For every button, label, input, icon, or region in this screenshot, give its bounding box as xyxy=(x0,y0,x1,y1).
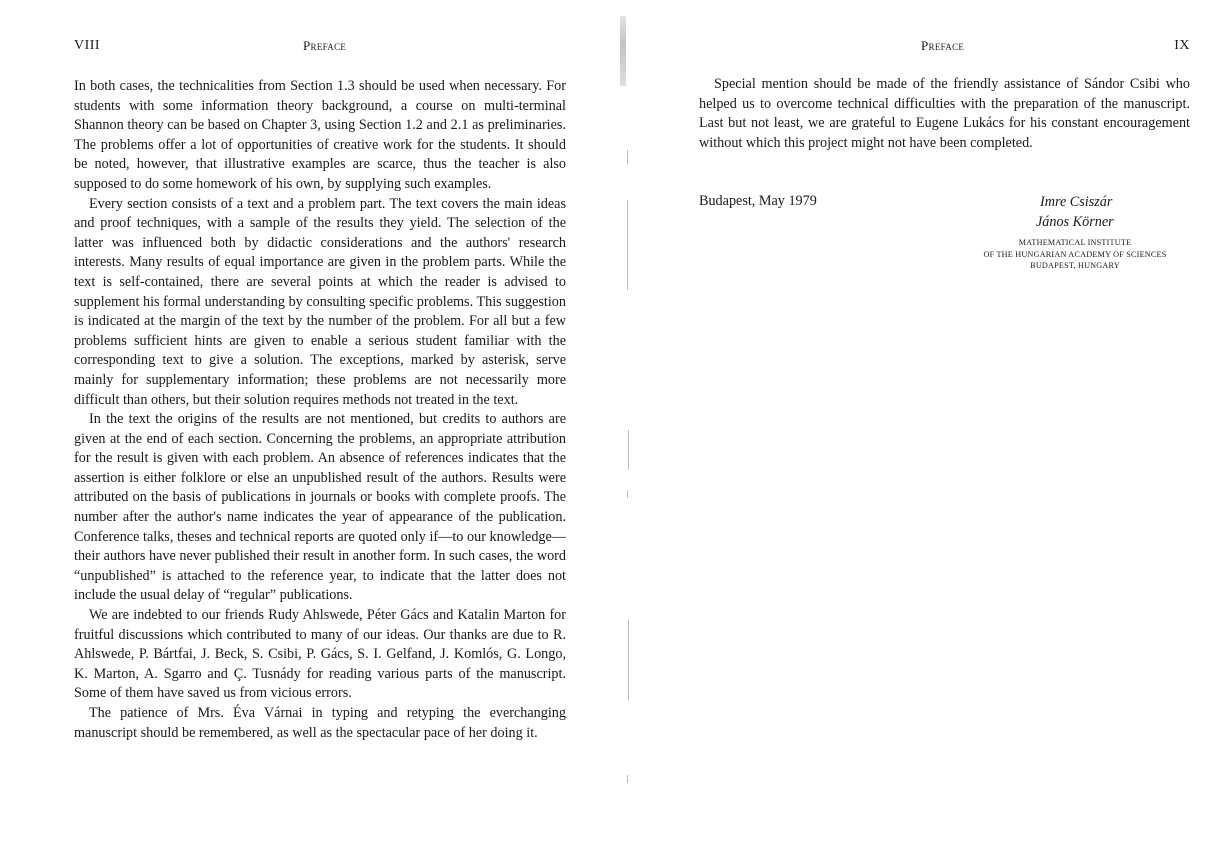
gutter-mark xyxy=(627,200,628,290)
gutter-mark xyxy=(627,490,628,498)
affiliation-line: OF THE HUNGARIAN ACADEMY OF SCIENCES xyxy=(983,249,1167,259)
affiliation xyxy=(960,237,1190,272)
acknowledgement-paragraph: Special mention should be made of the friendly assistance of Sándor Csibi who helped us to overcome technical difficulties with the preparation of the manuscript. Last but not least, we are grateful to Eugene Lukács for his constant encouragement without which this project might not have been completed. xyxy=(699,76,1190,151)
paragraph-1: In both cases, the technicalities from Section 1.3 should be used when necessary. For students with some information theory background, a course on multi-terminal Shannon theory can be based on Chapter 3, using Section 1.2 and 2.1 as preliminaries. The problems offer a lot of opportunities of creative work for the students. It should be noted, however, that illustrative examples are scarce, thus the teacher is also supposed to do some homework of his own, by supplying such examples. xyxy=(74,78,566,192)
place-date: Budapest, May 1979 xyxy=(699,193,817,209)
book-gutter xyxy=(612,0,642,867)
gutter-mark xyxy=(627,775,628,783)
left-body-text xyxy=(74,77,566,743)
gutter-mark xyxy=(628,620,629,700)
left-running-head xyxy=(74,38,566,56)
right-page xyxy=(699,0,1190,867)
affiliation-line: MATHEMATICAL INSTITUTE xyxy=(1018,238,1132,247)
paragraph-3: In the text the origins of the results are not mentioned, but credits to authors are given at the end of each section. Concerning the problems, an appropriate attribution for the result is given with each problem. An absence of references indicates that the assertion is either folklore or else an unpublished result of the authors. Results were attributed on the basis of publications in journals or books with complete proofs. The number after the author's name indicates the year of appearance of the publication. Conference talks, theses and technical reports are quoted only if—to our knowledge—their authors have never published their result in another form. In such cases, the word “unpublished” is attached to the reference year, to indicate that the latter does not include the usual delay of “regular” publications. xyxy=(74,411,566,604)
page-number-left: VIII xyxy=(74,38,101,53)
author-name: János Körner xyxy=(1036,214,1114,230)
page-number-right: IX xyxy=(1174,38,1190,53)
right-running-head xyxy=(699,38,1190,56)
paragraph-5: The patience of Mrs. Éva Várnai in typing and retyping the everchanging manuscript should be remembered, as well as the spectacular pace of her doing it. xyxy=(74,705,566,741)
running-head-title-left: Preface xyxy=(303,38,347,53)
gutter-shadow xyxy=(620,16,626,86)
signature-block xyxy=(699,193,1190,283)
gutter-mark xyxy=(628,430,629,470)
gutter-mark xyxy=(627,150,628,164)
affiliation-line: BUDAPEST, HUNGARY xyxy=(1030,261,1120,270)
author-name: Imre Csiszár xyxy=(1040,194,1113,210)
left-page xyxy=(74,0,566,867)
right-body-text xyxy=(699,75,1190,153)
paragraph-4: We are indebted to our friends Rudy Ahlswede, Péter Gács and Katalin Marton for fruitful discussions which contributed to many of our ideas. Our thanks are due to R. Ahlswede, P. Bártfai, J. Beck, S. Csibi, P. Gács, S. I. Gelfand, J. Komlós, G. Longo, K. Marton, A. Sgarro and Ç. Tusnády for reading various parts of the manuscript. Some of them have saved us from vicious errors. xyxy=(74,607,566,702)
running-head-title-right: Preface xyxy=(921,38,965,53)
paragraph-2: Every section consists of a text and a problem part. The text covers the main ideas and proof techniques, with a sample of the results they yield. The selection of the latter was influenced both by didactic considerations and the authors' research interests. Many results of equal importance are given in the problem parts. While the text is self-contained, there are several points at which the reader is advised to supplement his formal understanding by consulting specific problems. This suggestion is indicated at the margin of the text by the number of the problem. For all but a few problems sufficient hints are given to enable a serious student familiar with the corresponding text to give a solution. The exceptions, marked by asterisk, serve mainly for supplementary information; these problems are not necessarily more difficult than others, but their solution requires methods not treated in the text. xyxy=(74,195,566,408)
